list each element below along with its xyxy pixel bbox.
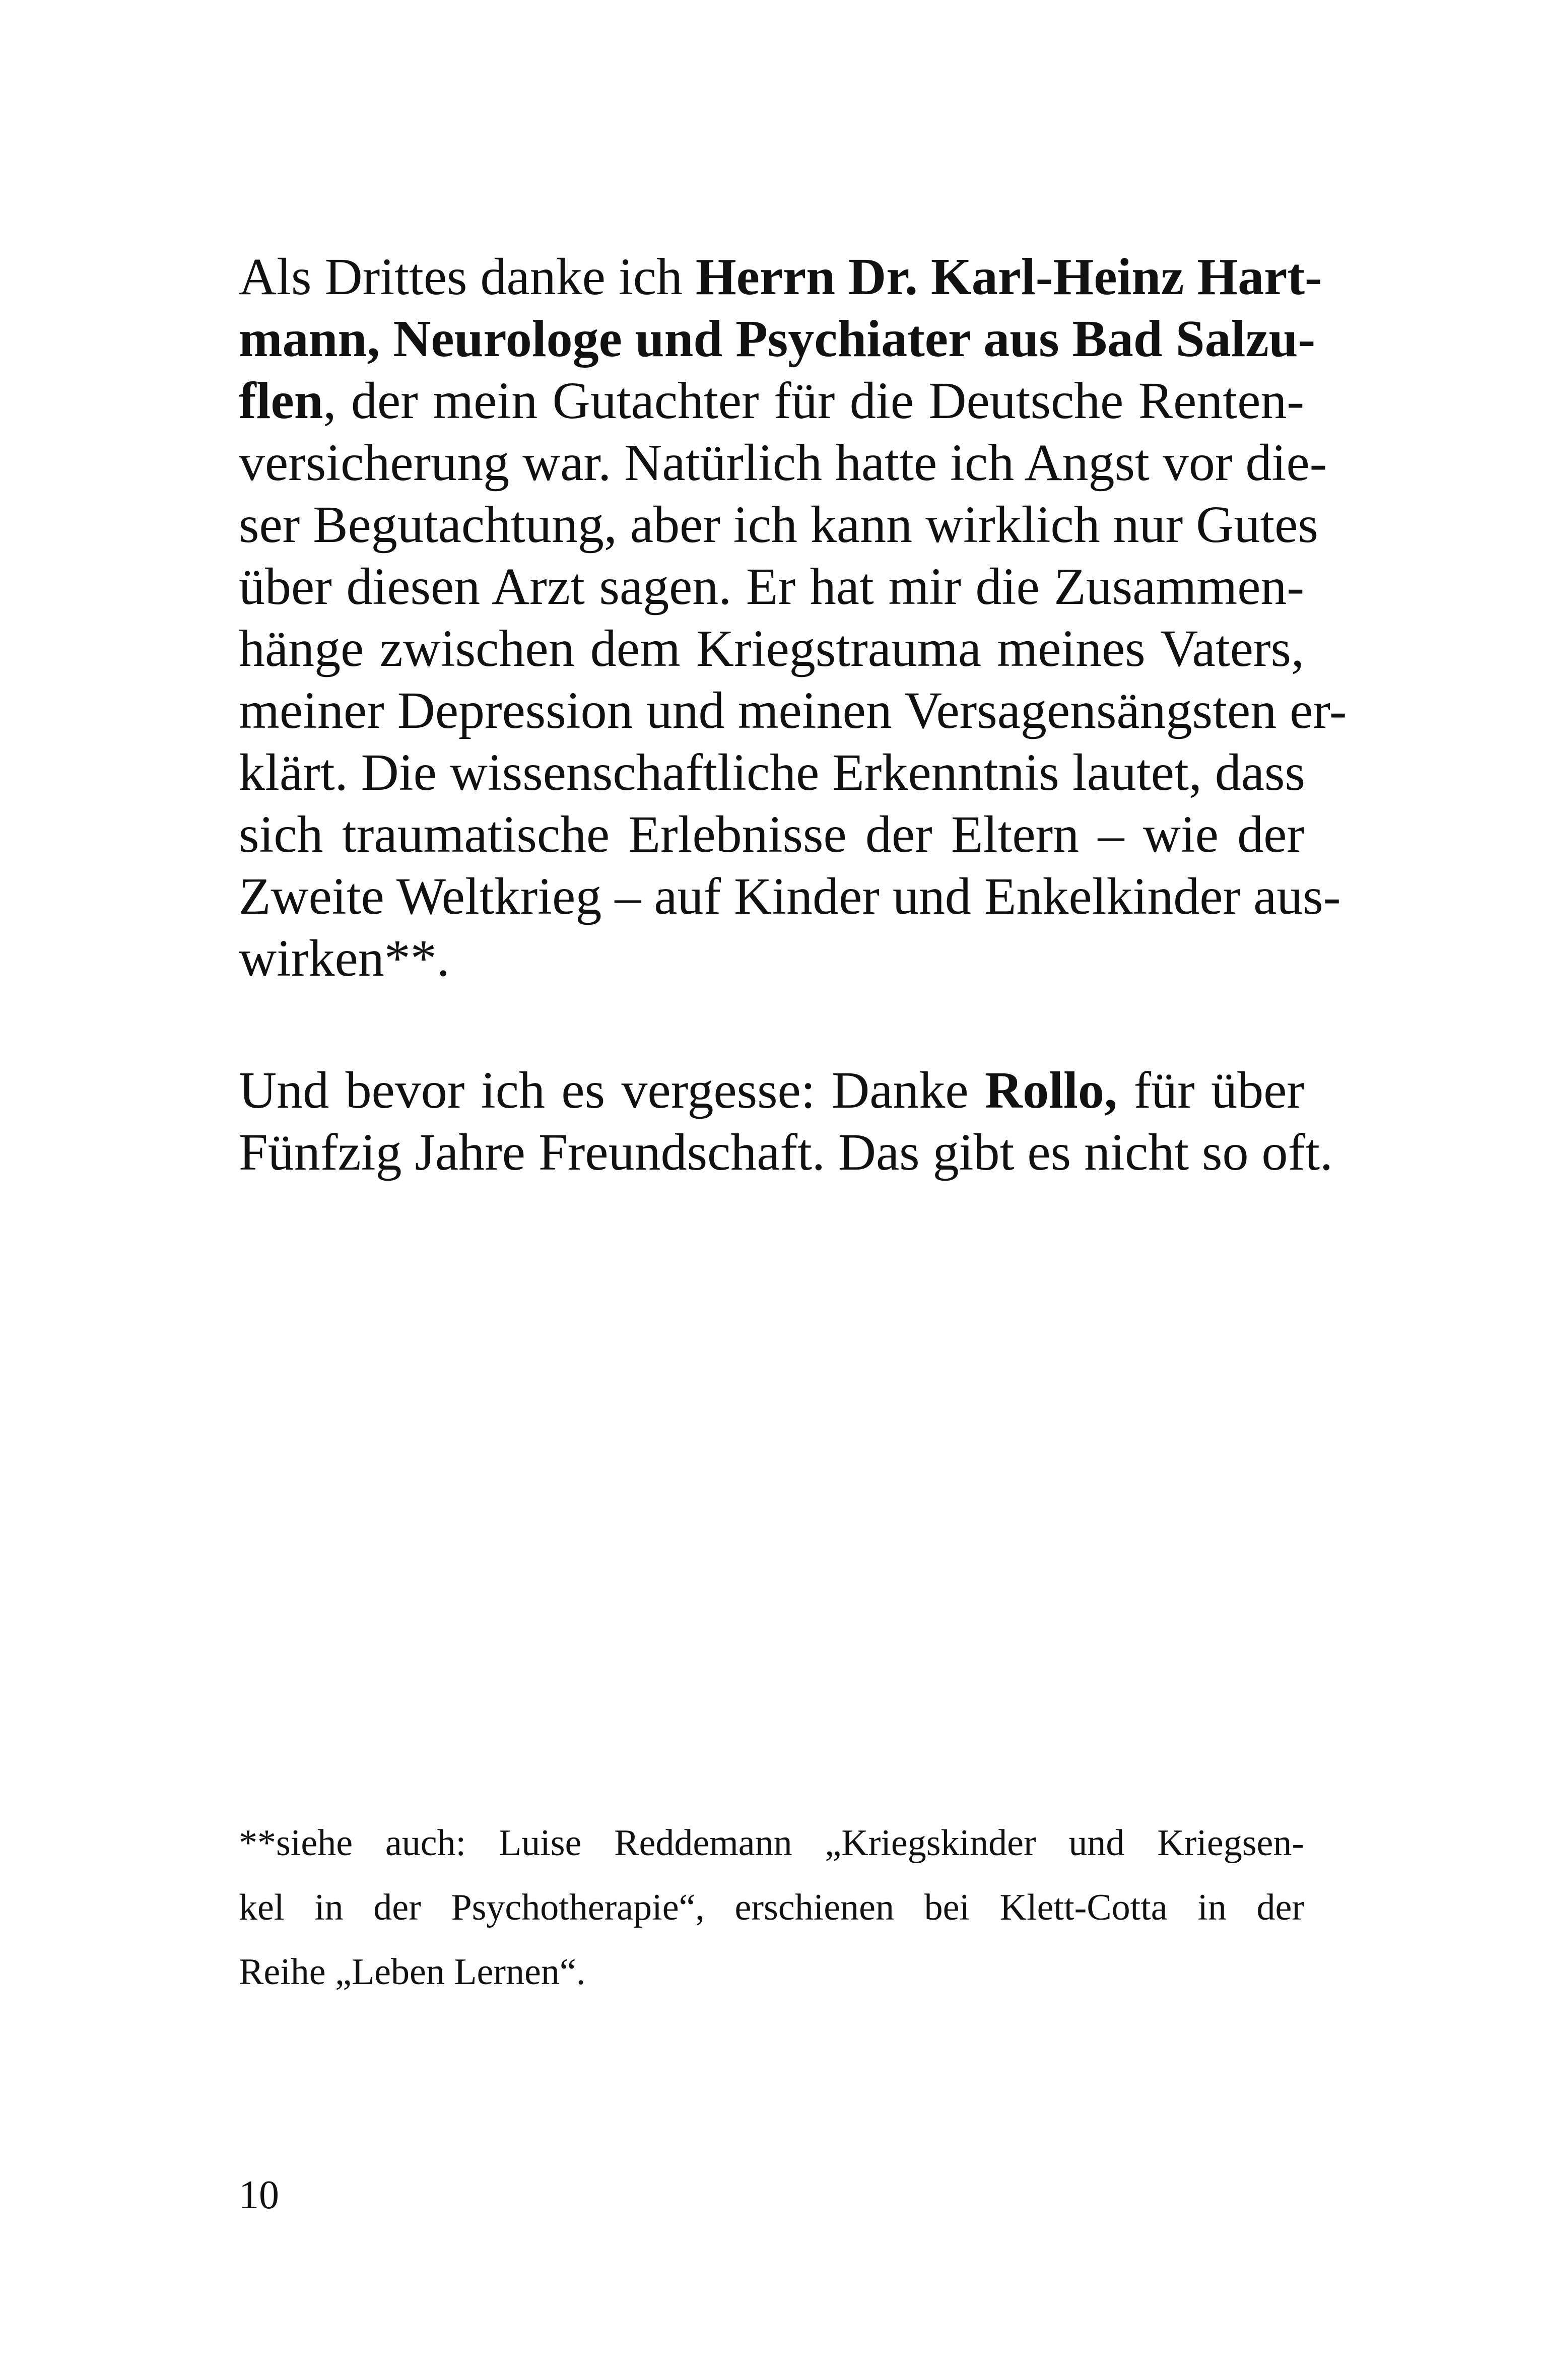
- text-line: Fünfzig Jahre Freundschaft. Das gibt es nicht so oft.: [239, 1123, 1333, 1181]
- text-line: Zweite Weltkrieg – auf Kinder und Enkelkinder aus-: [239, 867, 1341, 925]
- text-line: Als Drittes danke ich Herrn Dr. Karl-Heinz Hart-: [239, 248, 1322, 306]
- footnote: [239, 1811, 1304, 2004]
- text-line: ser Begutachtung, aber ich kann wirklich nur Gutes: [239, 496, 1318, 554]
- text-line: über diesen Arzt sagen. Er hat mir die Zusammen-: [239, 558, 1304, 616]
- page-number: 10: [239, 2173, 279, 2217]
- text-line: sich traumatische Erlebnisse der Eltern – wie der: [239, 805, 1304, 863]
- paragraph-acknowledgement-hartmann: [239, 246, 1347, 989]
- text-line: klärt. Die wissenschaftliche Erkenntnis lautet, dass: [239, 743, 1305, 801]
- footnote-line: Reihe „Leben Lernen“.: [239, 1951, 586, 1993]
- text-line: versicherung war. Natürlich hatte ich Angst vor die-: [239, 434, 1327, 492]
- footnote-line: **siehe auch: Luise Reddemann „Kriegskinder und Kriegsen-: [239, 1822, 1304, 1864]
- text-line: wirken**.: [239, 929, 450, 987]
- paragraph-acknowledgement-rollo: [239, 1059, 1333, 1183]
- text-line: meiner Depression und meinen Versagensängsten er-: [239, 682, 1347, 739]
- footnote-line: kel in der Psychotherapie“, erschienen bei Klett-Cotta in der: [239, 1887, 1304, 1928]
- text-line: hänge zwischen dem Kriegstrauma meines Vaters,: [239, 620, 1304, 677]
- text-line: flen, der mein Gutachter für die Deutsche Renten-: [239, 372, 1304, 430]
- text-line: Und bevor ich es vergesse: Danke Rollo, für über: [239, 1061, 1304, 1119]
- text-line: mann, Neurologe und Psychiater aus Bad Salzu-: [239, 310, 1316, 368]
